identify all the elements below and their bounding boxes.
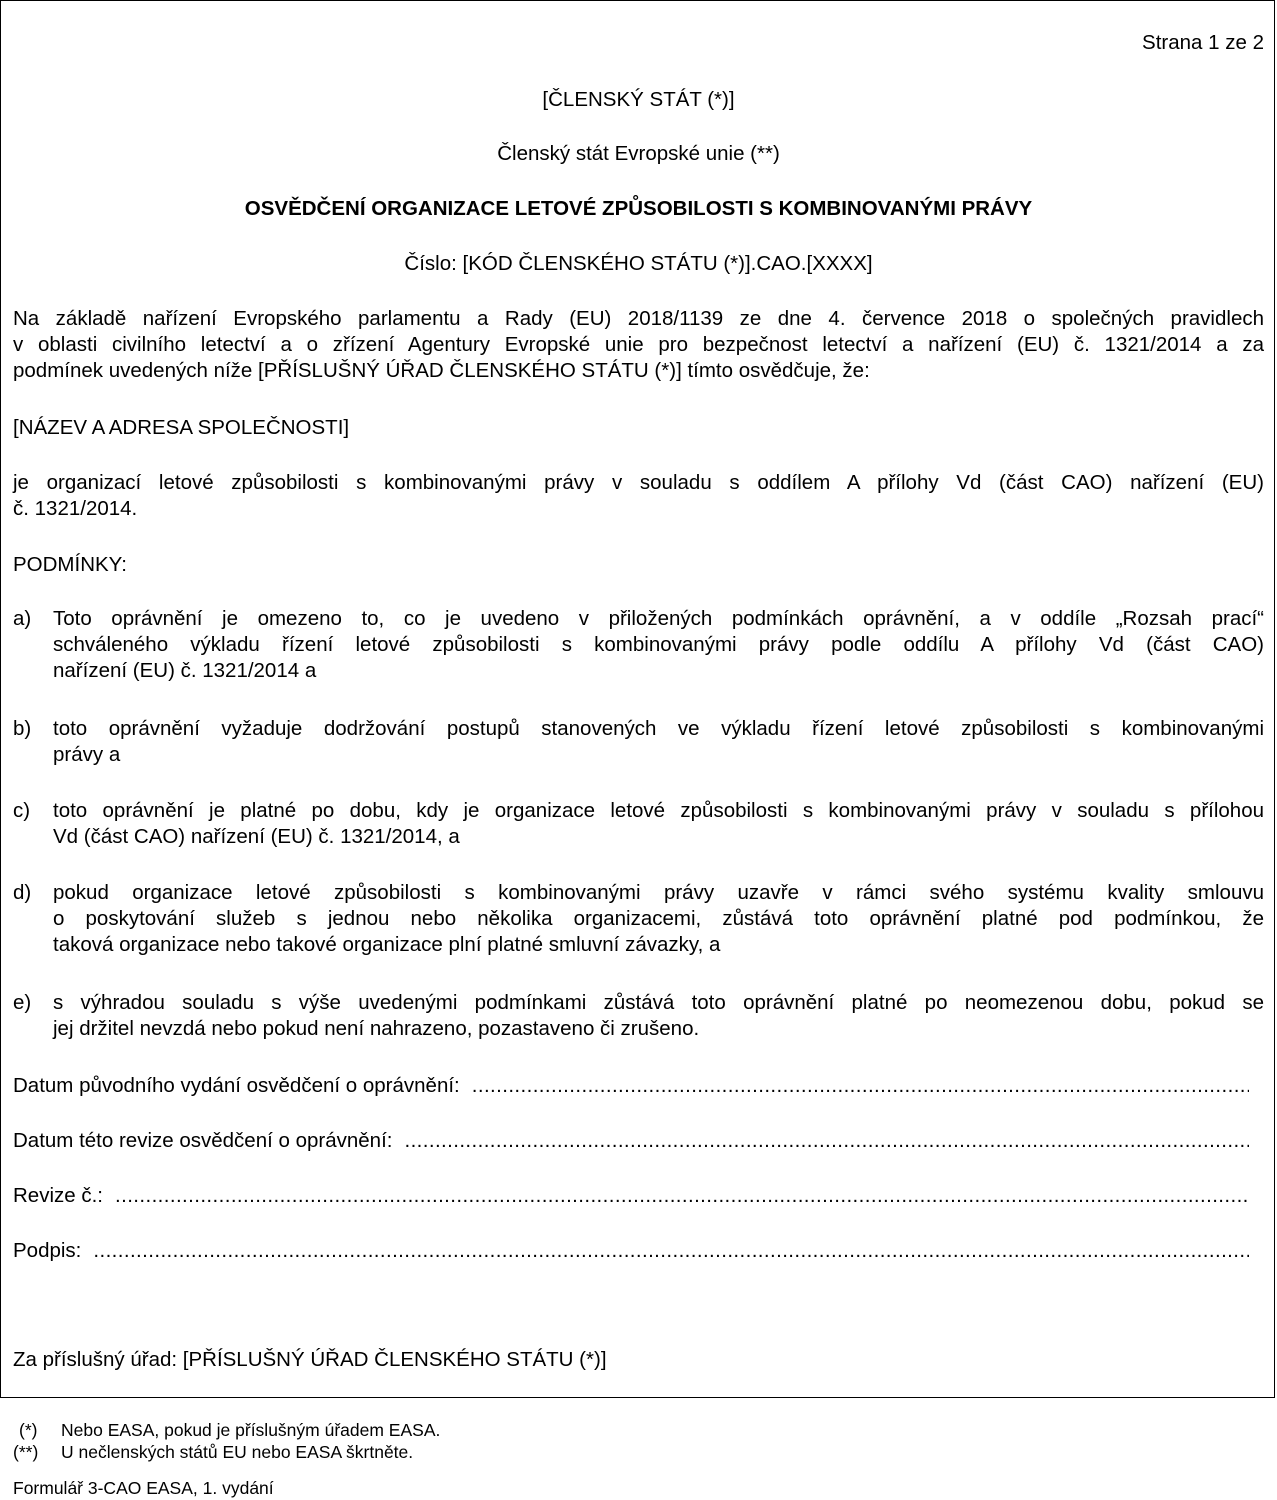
original-issue-date-label: Datum původního vydání osvědčení o oprávnění: [13,1074,460,1097]
condition-label: a) [13,607,32,630]
condition-line: schváleného výkladu řízení letové způsobilosti s kombinovanými právy podle oddílu A přílohy Vd (část CAO) [53,633,1264,656]
condition-line: nařízení (EU) č. 1321/2014 a [53,659,317,682]
footnote-mark: (**) [13,1442,39,1462]
footnote-text: Nebo EASA, pokud je příslušným úřadem EASA. [61,1420,441,1440]
certificate-title: OSVĚDČENÍ ORGANIZACE LETOVÉ ZPŮSOBILOSTI S KOMBINOVANÝMI PRÁVY [244,197,1033,220]
statement-line: č. 1321/2014. [13,497,138,520]
condition-line: taková organizace nebo takové organizace plní platné smluvní závazky, a [53,933,721,956]
original-issue-date-blank [472,1073,1249,1099]
revision-date-blank [404,1128,1249,1154]
signature-blank [93,1238,1249,1264]
footnote-text: U nečlenských států EU nebo EASA škrtněte. [61,1442,414,1462]
condition-line: Vd (část CAO) nařízení (EU) č. 1321/2014, a [53,825,460,848]
condition-line: toto oprávnění vyžaduje dodržování postupů stanovených ve výkladu řízení letové způsobilosti s kombinovanými [53,717,1264,740]
condition-line: právy a [53,743,121,766]
condition-line: jej držitel nevzdá nebo pokud není nahrazeno, pozastaveno či zrušeno. [53,1017,700,1040]
condition-line: o poskytování služeb s jednou nebo několika organizacemi, zůstává toto oprávnění platné pod podmínkou, že [53,907,1264,930]
condition-line: Toto oprávnění je omezeno to, co je uvedeno v přiložených podmínkách oprávnění, a v oddíle „Rozsah prací“ [53,607,1264,630]
condition-label: b) [13,717,32,740]
signature-field [13,1238,1249,1264]
member-state-heading: [ČLENSKÝ STÁT (*)] [542,88,735,111]
revision-number-field [13,1183,1249,1209]
certificate-number: Číslo: [KÓD ČLENSKÉHO STÁTU (*)].CAO.[XXXX] [404,252,873,275]
revision-number-label: Revize č.: [13,1184,103,1207]
statement-paragraph [13,470,1264,522]
intro-line: v oblasti civilního letectví a o zřízení Agentury Evropské unie pro bezpečnost letectví a nařízení (EU) č. 1321/2014 a za [13,333,1264,356]
footnote [13,1441,413,1463]
page-number: Strana 1 ze 2 [1142,31,1264,54]
company-placeholder: [NÁZEV A ADRESA SPOLEČNOSTI] [13,416,350,439]
intro-paragraph [13,306,1264,384]
condition-label: d) [13,881,32,904]
eu-member-subheading: Členský stát Evropské unie (**) [497,142,780,165]
revision-date-label: Datum této revize osvědčení o oprávnění: [13,1129,393,1152]
conditions-heading: PODMÍNKY: [13,553,127,576]
intro-line: Na základě nařízení Evropského parlamentu a Rady (EU) 2018/1139 ze dne 4. července 2018 o společných pravidlech [13,307,1264,330]
form-identifier: Formulář 3-CAO EASA, 1. vydání [13,1478,274,1498]
condition-line: pokud organizace letové způsobilosti s kombinovanými právy uzavře v rámci svého systému kvality smlouvu [53,881,1264,904]
footnote-mark: (*) [19,1420,38,1440]
condition-label: c) [13,799,31,822]
intro-line: podmínek uvedených níže [PŘÍSLUŠNÝ ÚŘAD ČLENSKÉHO STÁTU (*)] tímto osvědčuje, že: [13,359,870,382]
condition-label: e) [13,991,32,1014]
condition-line: toto oprávnění je platné po dobu, kdy je organizace letové způsobilosti s kombinovanými právy v souladu s přílohou [53,799,1264,822]
original-issue-date-field [13,1073,1249,1099]
signature-label: Podpis: [13,1239,82,1262]
competent-authority: Za příslušný úřad: [PŘÍSLUŠNÝ ÚŘAD ČLENSKÉHO STÁTU (*)] [13,1348,607,1371]
footnote [13,1419,440,1441]
revision-date-field [13,1128,1249,1154]
condition-line: s výhradou souladu s výše uvedenými podmínkami zůstává toto oprávnění platné po neomezenou dobu, pokud se [53,991,1264,1014]
revision-number-blank [115,1183,1249,1209]
statement-line: je organizací letové způsobilosti s kombinovanými právy v souladu s oddílem A přílohy Vd (část CAO) nařízení (EU) [13,471,1264,494]
